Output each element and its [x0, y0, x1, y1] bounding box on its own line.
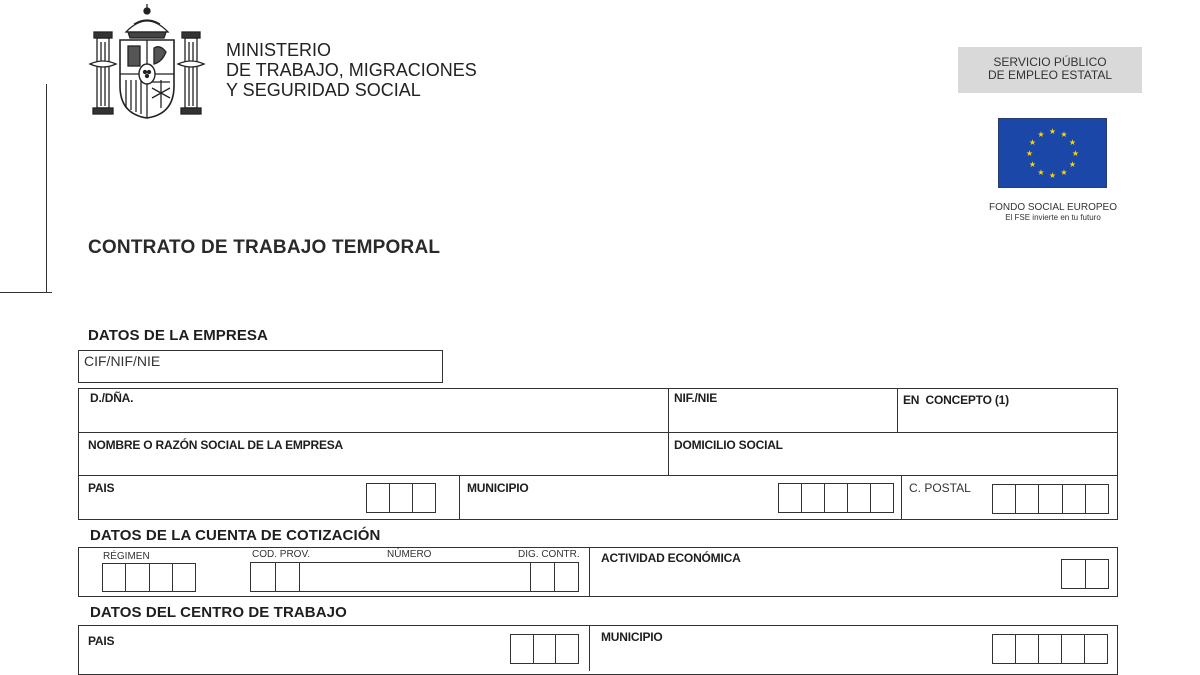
section-title-cuenta: DATOS DE LA CUENTA DE COTIZACIÓN — [90, 527, 381, 544]
digit-cell — [871, 484, 893, 512]
svg-text:★: ★ — [1028, 138, 1037, 147]
centro-pais-input[interactable] — [510, 634, 579, 664]
fse-line-2: El FSE invierte en tu futuro — [1005, 213, 1101, 222]
digit-cell — [1016, 485, 1039, 513]
empresa-table — [78, 388, 1118, 520]
regimen-label: RÉGIMEN — [103, 551, 150, 562]
section-title-empresa: DATOS DE LA EMPRESA — [88, 327, 268, 344]
digit-cell — [556, 635, 578, 663]
en-concepto-field[interactable]: EN CONCEPTO (1) — [903, 393, 1009, 407]
digit-cell — [993, 485, 1016, 513]
digit-cell — [534, 635, 557, 663]
digit-cell — [1086, 485, 1108, 513]
fse-caption — [970, 202, 1136, 223]
digit-cell — [1016, 635, 1039, 663]
digit-cell — [802, 484, 825, 512]
cod-prov-label: COD. PROV. — [252, 549, 310, 560]
cod-prov-cell-divider-2 — [299, 562, 300, 592]
digit-cell — [511, 635, 534, 663]
digit-cell — [825, 484, 848, 512]
d-dna-field[interactable]: D./DÑA. — [90, 391, 134, 405]
dig-contr-label: DIG. CONTR. — [518, 549, 580, 560]
svg-text:★: ★ — [1025, 149, 1034, 158]
numero-label: NÚMERO — [387, 549, 432, 560]
cuenta-col-divider — [589, 547, 590, 597]
digit-cell — [126, 564, 149, 591]
margin-vertical-rule — [46, 84, 47, 292]
svg-text:★: ★ — [1060, 130, 1068, 139]
centro-table — [78, 625, 1118, 675]
digit-cell — [1063, 485, 1086, 513]
cif-nif-nie-field[interactable] — [78, 350, 443, 383]
actividad-economica-label: ACTIVIDAD ECONÓMICA — [601, 551, 741, 565]
svg-text:★: ★ — [1060, 168, 1068, 177]
digit-cell — [1085, 635, 1107, 663]
digit-cell — [993, 635, 1016, 663]
digit-cell — [1039, 485, 1062, 513]
sepe-line-1: SERVICIO PÚBLICO — [993, 55, 1107, 69]
ministry-name — [226, 40, 477, 100]
digit-cell — [390, 484, 413, 512]
margin-horizontal-rule — [0, 292, 52, 293]
spain-coat-of-arms-icon — [88, 2, 206, 122]
digit-cell — [1086, 560, 1109, 588]
svg-text:★: ★ — [1071, 149, 1080, 158]
document-title: CONTRATO DE TRABAJO TEMPORAL — [88, 237, 441, 258]
dig-contr-cell-divider-1 — [530, 562, 531, 592]
empresa-col-divider-concepto — [897, 388, 898, 432]
municipio-code-input[interactable] — [778, 483, 894, 513]
centro-col-divider — [589, 625, 590, 671]
empresa-col-divider-municipio — [459, 475, 460, 520]
centro-municipio-label: MUNICIPIO — [601, 630, 663, 644]
digit-cell — [150, 564, 173, 591]
cuenta-table — [78, 547, 1118, 597]
svg-text:★: ★ — [1037, 168, 1045, 177]
svg-text:★: ★ — [1037, 130, 1045, 139]
eu-flag-icon — [998, 118, 1107, 188]
svg-text:★: ★ — [1068, 138, 1077, 147]
digit-cell — [1062, 635, 1085, 663]
fse-line-1: FONDO SOCIAL EUROPEO — [989, 202, 1117, 213]
centro-pais-label: PAIS — [88, 634, 115, 648]
digit-cell — [1039, 635, 1062, 663]
cod-prov-cell-divider-1 — [275, 562, 276, 592]
c-postal-input[interactable] — [992, 484, 1109, 514]
empresa-row-divider-2 — [78, 475, 1118, 476]
empresa-row-divider-1 — [78, 432, 1118, 433]
municipio-field-label: MUNICIPIO — [467, 481, 529, 495]
svg-text:★: ★ — [1028, 160, 1037, 169]
nombre-razon-social-field[interactable]: NOMBRE O RAZÓN SOCIAL DE LA EMPRESA — [88, 438, 344, 452]
cif-nif-nie-label: CIF/NIF/NIE — [84, 353, 161, 369]
centro-municipio-input[interactable] — [992, 634, 1108, 664]
empresa-col-divider-nif — [668, 388, 669, 475]
pais-field-label: PAIS — [88, 481, 115, 495]
sepe-line-2: DE EMPLEO ESTATAL — [987, 68, 1113, 82]
section-title-centro: DATOS DEL CENTRO DE TRABAJO — [90, 604, 347, 621]
domicilio-social-field[interactable]: DOMICILIO SOCIAL — [674, 438, 783, 452]
digit-cell — [413, 484, 435, 512]
sepe-logo-box — [958, 47, 1142, 93]
digit-cell — [103, 564, 126, 591]
pais-code-input[interactable] — [366, 483, 436, 513]
actividad-economica-input[interactable] — [1061, 559, 1109, 589]
dig-contr-cell-divider-2 — [554, 562, 555, 592]
regimen-input[interactable] — [102, 563, 196, 592]
svg-text:★: ★ — [1068, 160, 1077, 169]
svg-text:★: ★ — [1048, 171, 1057, 180]
digit-cell — [779, 484, 802, 512]
empresa-col-divider-postal — [901, 475, 902, 520]
digit-cell — [173, 564, 195, 591]
digit-cell — [848, 484, 871, 512]
digit-cell — [1062, 560, 1086, 588]
c-postal-field-label: C. POSTAL — [909, 481, 971, 495]
digit-cell — [367, 484, 390, 512]
nif-nie-field[interactable]: NIF./NIE — [674, 391, 718, 405]
ministry-line-3: Y SEGURIDAD SOCIAL — [226, 80, 421, 100]
ministry-line-1: MINISTERIO — [226, 40, 332, 60]
ministry-line-2: DE TRABAJO, MIGRACIONES — [226, 60, 477, 80]
svg-text:★: ★ — [1048, 127, 1057, 136]
